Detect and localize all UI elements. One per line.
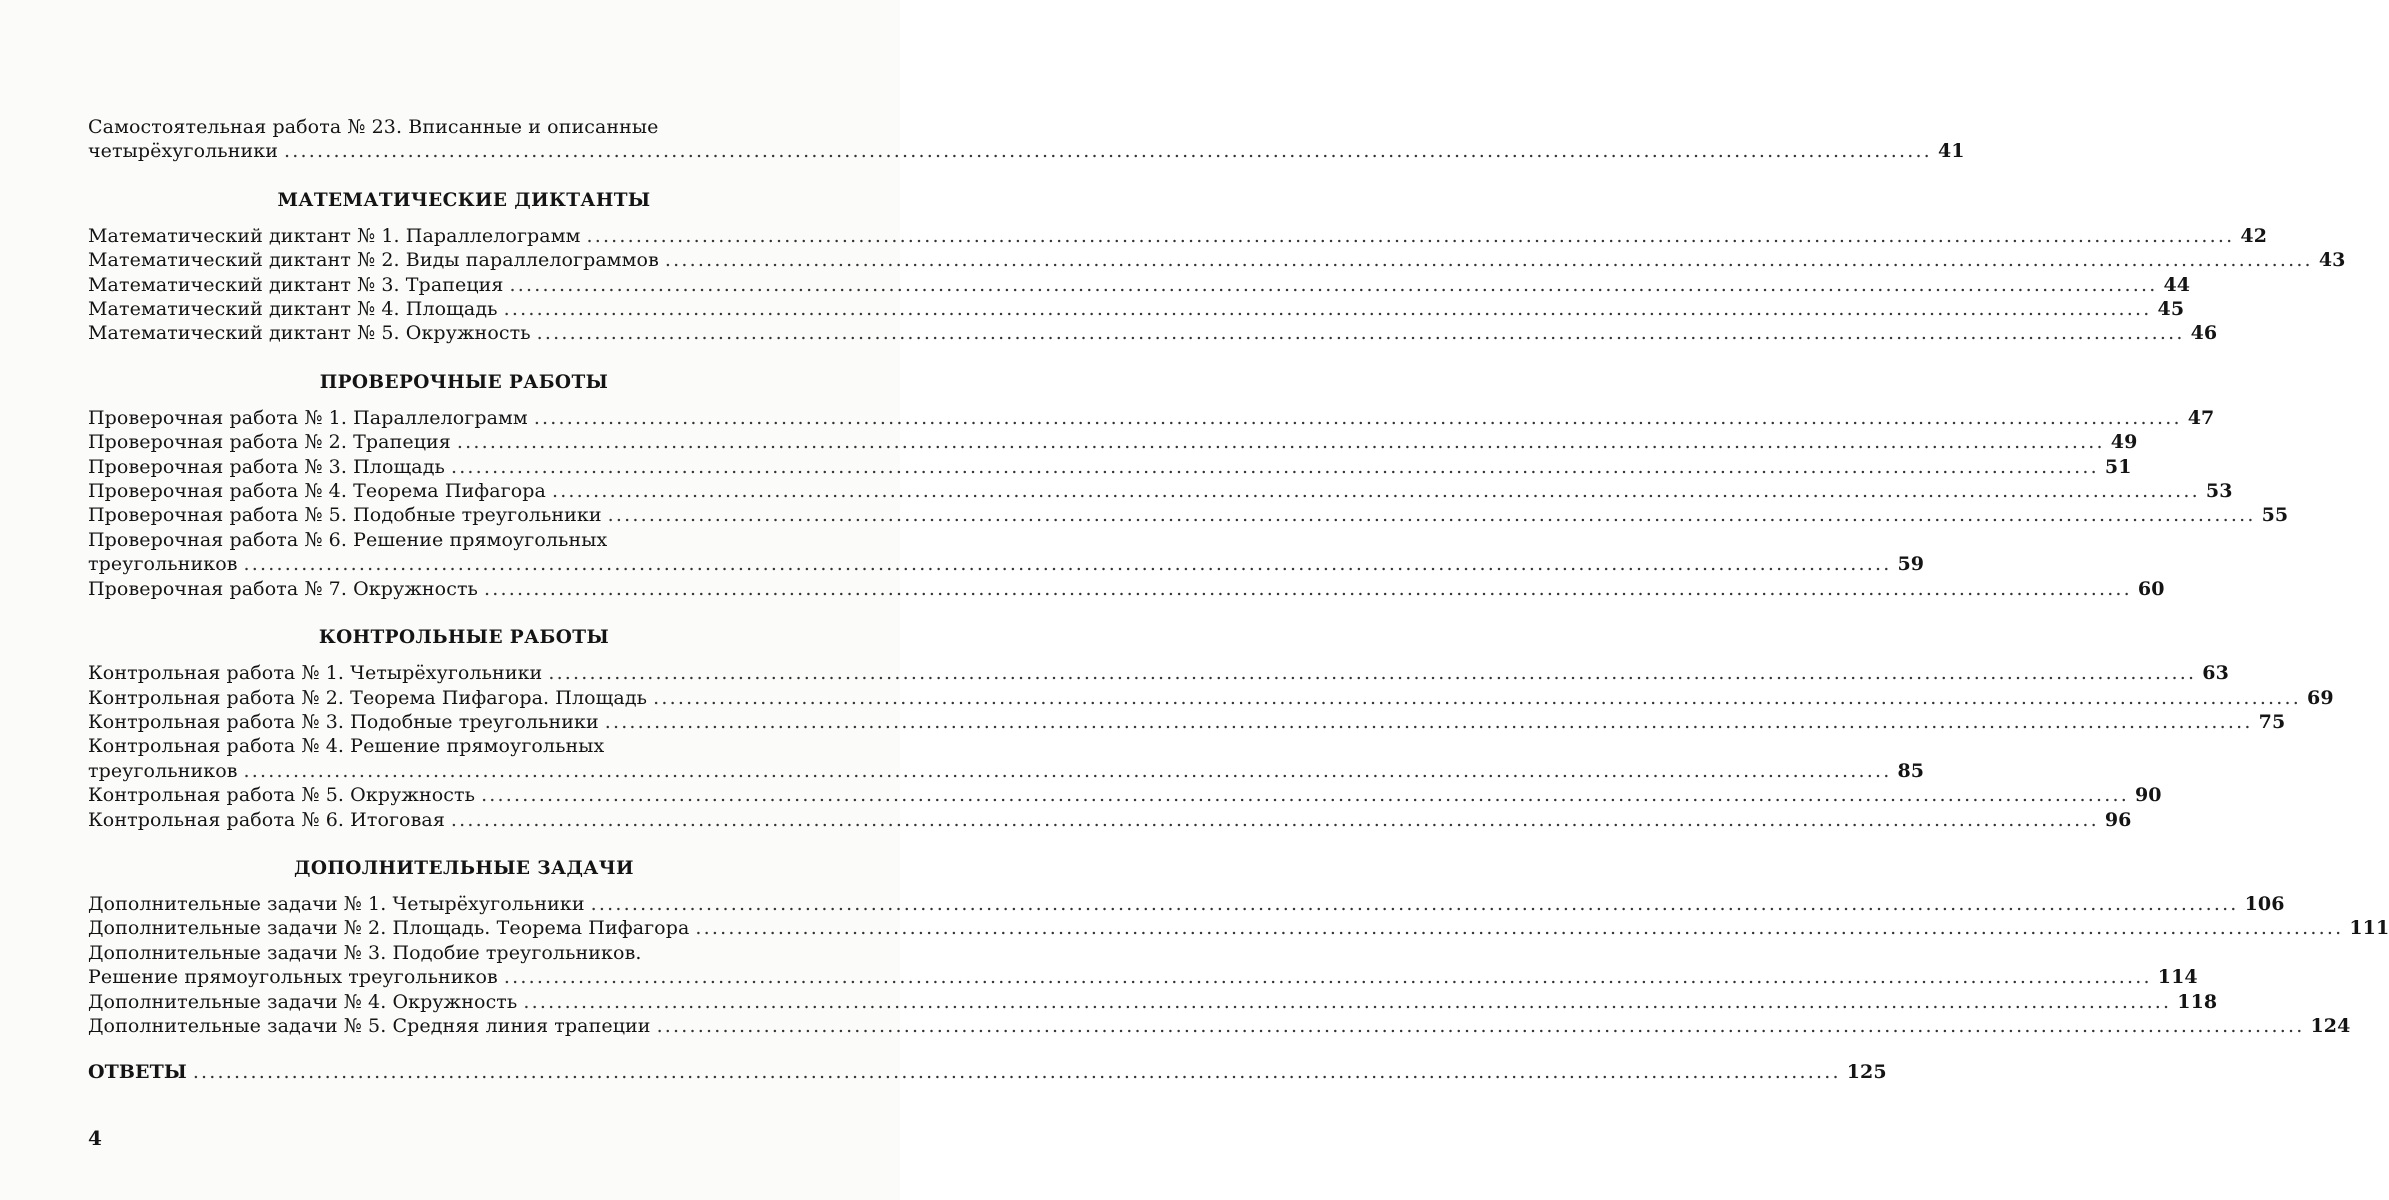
- toc-entry: [88, 783, 2162, 807]
- toc-entry-title: Контрольная работа № 6. Итоговая: [88, 808, 445, 831]
- dot-leader: ........................................................................................................................................................................................................: [243, 553, 1892, 576]
- toc-entry-title: Дополнительные задачи № 4. Окружность: [88, 990, 518, 1013]
- toc-entry: [88, 273, 2191, 297]
- dot-leader: ........................................................................................................................................................................................................: [456, 431, 2105, 454]
- toc-entry-title: четырёхугольники: [88, 140, 279, 163]
- toc-entry: [88, 990, 2218, 1014]
- toc-entry-page: 96: [2104, 808, 2132, 831]
- dot-leader: ........................................................................................................................................................................................................: [503, 298, 2152, 321]
- section-heading: ДОПОЛНИТЕЛЬНЫЕ ЗАДАЧИ: [294, 857, 634, 879]
- toc-entry-title: Математический диктант № 2. Виды параллелограммов: [88, 249, 659, 272]
- toc-entry-page: 85: [1897, 759, 1925, 782]
- toc-entry-page: 124: [2310, 1014, 2351, 1037]
- toc-entry: [88, 455, 2132, 479]
- toc-entry-title: Проверочная работа № 4. Теорема Пифагора: [88, 480, 546, 503]
- toc-entry-page: 90: [2134, 784, 2162, 807]
- table-of-contents: [88, 115, 2389, 1085]
- toc-entry: [88, 710, 2286, 734]
- toc-entry: [88, 1014, 2351, 1038]
- toc-sections: [88, 189, 2389, 1039]
- toc-entry: [88, 916, 2389, 940]
- toc-entry: [88, 430, 2138, 454]
- toc-entry: [88, 577, 2165, 601]
- toc-entry: [88, 297, 2185, 321]
- toc-entry-page: 42: [2240, 224, 2268, 247]
- toc-entry-title: Проверочная работа № 1. Параллелограмм: [88, 406, 528, 429]
- dot-leader: ........................................................................................................................................................................................................: [503, 966, 2152, 989]
- toc-entry-title: Математический диктант № 3. Трапеция: [88, 273, 504, 296]
- toc-entry-page: 69: [2307, 686, 2334, 709]
- dot-leader: ........................................................................................................................................................................................................: [664, 249, 2313, 272]
- toc-entry-title: Проверочная работа № 2. Трапеция: [88, 431, 451, 454]
- toc-entry: [88, 528, 1925, 577]
- toc-entry: [88, 808, 2132, 832]
- dot-leader: ........................................................................................................................................................................................................: [536, 322, 2185, 345]
- dot-leader: ........................................................................................................................................................................................................: [243, 759, 1892, 782]
- dot-leader: ........................................................................................................................................................................................................: [284, 140, 1932, 163]
- section-heading: МАТЕМАТИЧЕСКИЕ ДИКТАНТЫ: [277, 189, 651, 211]
- toc-entry-answers: [88, 1060, 1887, 1084]
- toc-entry: [88, 686, 2334, 710]
- toc-entry-page: 49: [2110, 431, 2138, 454]
- dot-leader: ........................................................................................................................................................................................................: [533, 406, 2182, 429]
- toc-entry-title-line1: Дополнительные задачи № 3. Подобие треугольников.: [88, 941, 642, 964]
- toc-entry-page: 43: [2318, 249, 2346, 272]
- toc-entry: [88, 406, 2215, 430]
- toc-entry-title: Дополнительные задачи № 5. Средняя линия трапеции: [88, 1014, 651, 1037]
- dot-leader: ........................................................................................................................................................................................................: [450, 808, 2099, 831]
- dot-leader: ........................................................................................................................................................................................................: [548, 662, 2197, 685]
- toc-entry-title: Математический диктант № 1. Параллелограмм: [88, 224, 581, 247]
- toc-entry: [88, 892, 2285, 916]
- toc-entry-page: 45: [2157, 298, 2185, 321]
- toc-entry-title: Контрольная работа № 1. Четырёхугольники: [88, 662, 543, 685]
- dot-leader: ........................................................................................................................................................................................................: [523, 990, 2172, 1013]
- toc-entry-title: Контрольная работа № 2. Теорема Пифагора. Площадь: [88, 686, 648, 709]
- toc-entry-page: 75: [2258, 710, 2286, 733]
- toc-entry: [88, 479, 2233, 503]
- toc-entry-page: 47: [2187, 406, 2215, 429]
- dot-leader: ........................................................................................................................................................................................................: [450, 455, 2099, 478]
- toc-entry-page: 53: [2205, 480, 2233, 503]
- toc-entry-title: Контрольная работа № 5. Окружность: [88, 784, 476, 807]
- toc-entry-page: 59: [1897, 553, 1925, 576]
- toc-entry-page: 114: [2157, 966, 2198, 989]
- toc-entry-page: 63: [2202, 662, 2229, 685]
- toc-entry-title: Проверочная работа № 5. Подобные треугольники: [88, 504, 602, 527]
- dot-leader: ........................................................................................................................................................................................................: [695, 917, 2344, 940]
- toc-entry-title: Контрольная работа № 3. Подобные треугольники: [88, 710, 599, 733]
- dot-leader: ........................................................................................................................................................................................................: [192, 1061, 1841, 1084]
- dot-leader: ........................................................................................................................................................................................................: [551, 480, 2200, 503]
- dot-leader: ........................................................................................................................................................................................................: [484, 577, 2132, 600]
- toc-entry: [88, 224, 2268, 248]
- toc-entry: [88, 734, 1925, 783]
- toc-entry: [88, 321, 2218, 345]
- toc-entry-page: 41: [1937, 140, 1965, 163]
- section-heading: ПРОВЕРОЧНЫЕ РАБОТЫ: [319, 371, 609, 393]
- dot-leader: ........................................................................................................................................................................................................: [590, 892, 2239, 915]
- toc-entry-page: 51: [2104, 455, 2132, 478]
- answers-title: ОТВЕТЫ: [88, 1061, 187, 1084]
- toc-entry-page: 44: [2163, 273, 2191, 296]
- toc-entry-title: Проверочная работа № 7. Окружность: [88, 577, 478, 600]
- toc-entry-title: Решение прямоугольных треугольников: [88, 966, 498, 989]
- dot-leader: ........................................................................................................................................................................................................: [653, 686, 2302, 709]
- dot-leader: ........................................................................................................................................................................................................: [509, 273, 2158, 296]
- dot-leader: ........................................................................................................................................................................................................: [607, 504, 2256, 527]
- dot-leader: ........................................................................................................................................................................................................: [604, 710, 2253, 733]
- toc-entry-sr-23: [88, 115, 1965, 164]
- toc-entry-title: треугольников: [88, 553, 238, 576]
- toc-entry: [88, 248, 2346, 272]
- dot-leader: ........................................................................................................................................................................................................: [481, 784, 2129, 807]
- toc-entry-title-line1: Самостоятельная работа № 23. Вписанные и описанные: [88, 116, 659, 138]
- toc-entry-page: 106: [2244, 892, 2285, 915]
- toc-entry: [88, 661, 2229, 685]
- answers-page: 125: [1846, 1061, 1887, 1084]
- dot-leader: ........................................................................................................................................................................................................: [656, 1014, 2305, 1037]
- toc-entry-title: Математический диктант № 4. Площадь: [88, 298, 498, 321]
- section-heading: КОНТРОЛЬНЫЕ РАБОТЫ: [318, 627, 610, 649]
- toc-entry: [88, 941, 2198, 990]
- dot-leader: ........................................................................................................................................................................................................: [586, 224, 2235, 247]
- toc-entry: [88, 503, 2289, 527]
- toc-entry-page: 55: [2261, 504, 2289, 527]
- toc-entry-page: 60: [2137, 577, 2165, 600]
- toc-entry-title-line1: Проверочная работа № 6. Решение прямоугольных: [88, 528, 608, 551]
- toc-entry-title: Дополнительные задачи № 2. Площадь. Теорема Пифагора: [88, 917, 690, 940]
- toc-entry-title: Математический диктант № 5. Окружность: [88, 322, 531, 345]
- toc-entry-title-line1: Контрольная работа № 4. Решение прямоугольных: [88, 735, 605, 758]
- toc-entry-page: 111: [2349, 917, 2389, 940]
- toc-entry-title: Проверочная работа № 3. Площадь: [88, 455, 445, 478]
- page-number: 4: [88, 1126, 102, 1150]
- toc-entry-title: Дополнительные задачи № 1. Четырёхугольники: [88, 892, 585, 915]
- toc-entry-page: 46: [2190, 322, 2218, 345]
- toc-entry-page: 118: [2177, 990, 2218, 1013]
- toc-entry-title: треугольников: [88, 759, 238, 782]
